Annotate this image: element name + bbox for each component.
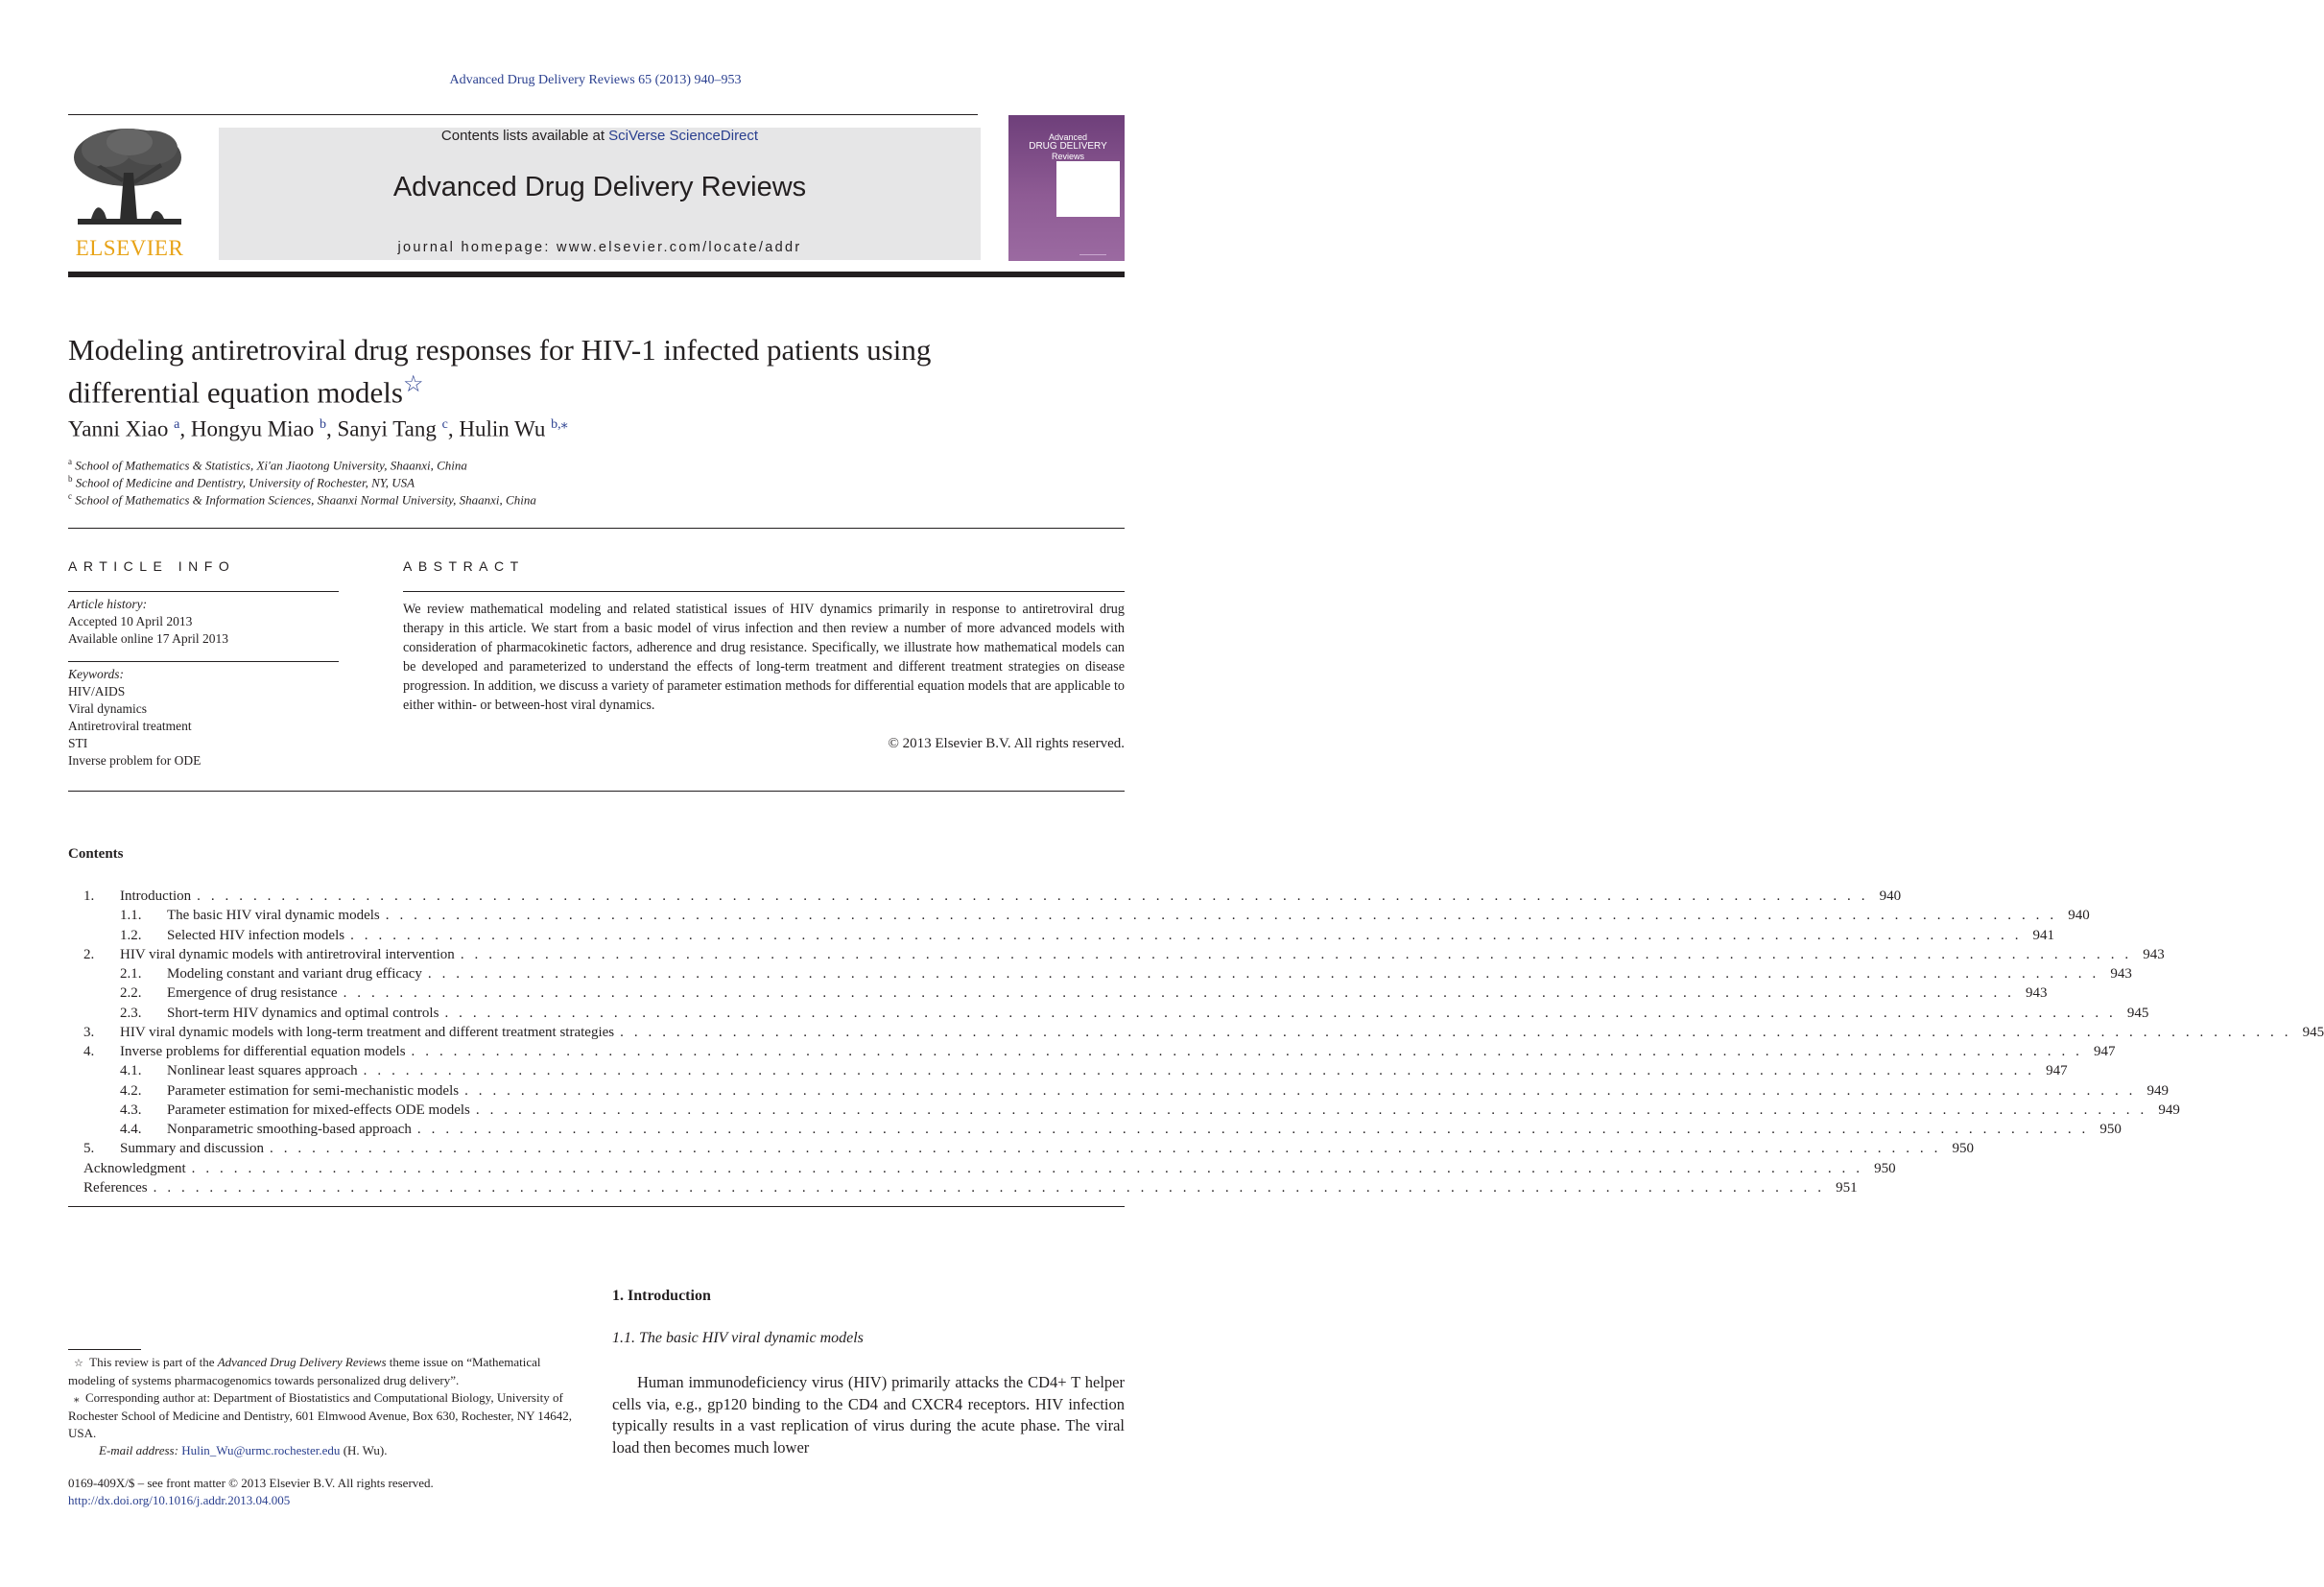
elsevier-wordmark: ELSEVIER bbox=[75, 236, 184, 260]
toc-entry[interactable] bbox=[83, 926, 2055, 945]
accepted-date: Accepted 10 April 2013 bbox=[68, 614, 193, 628]
affiliation bbox=[68, 474, 415, 490]
title-footnote-star-icon[interactable]: ☆ bbox=[402, 372, 424, 397]
author-affiliation-mark[interactable]: a bbox=[174, 417, 180, 432]
footnotes bbox=[68, 1354, 581, 1459]
toc-entry-page[interactable]: 945 bbox=[2126, 1005, 2149, 1021]
journal-reference[interactable]: Advanced Drug Delivery Reviews 65 (2013) 940–953 bbox=[449, 73, 742, 87]
toc-entry[interactable] bbox=[83, 964, 2132, 983]
footnote-text: This review is part of the bbox=[89, 1355, 218, 1369]
toc-entry-label[interactable]: Introduction bbox=[120, 888, 192, 904]
toc-entry[interactable] bbox=[83, 1023, 2324, 1042]
keywords-label: Keywords: bbox=[68, 667, 124, 681]
toc-leader-dots: . . . . . . . . . . . . . . . . . . . . . . . . . . . . . . . . . . . . . . . . . . . . . . . . . . . . . . . . . . . . . . . . . . . . . . . . . . . . . . . . . . . . . . . . . . . . . . . . . . . . . . . . . . . . . . . . . . . . . . . bbox=[153, 1179, 1825, 1196]
introduction-paragraph: Human immunodeficiency virus (HIV) primarily attacks the CD4+ T helper cells via, e.g., gp120 binding to the CD4 and CXCR4 receptors. HIV infection typically results in a vast replication of virus during the acute phase. The viral load then becomes much lower bbox=[612, 1373, 1125, 1457]
table-of-contents bbox=[83, 887, 2324, 1197]
front-matter bbox=[68, 1475, 434, 1509]
author-name[interactable]: Hongyu Miao bbox=[190, 416, 315, 441]
header-top-rule bbox=[68, 114, 978, 115]
toc-entry-label[interactable]: Parameter estimation for mixed-effects ODE models bbox=[167, 1101, 470, 1118]
journal-cover-thumbnail[interactable] bbox=[1008, 115, 1125, 261]
toc-entry-label[interactable]: Inverse problems for differential equation models bbox=[120, 1044, 406, 1059]
article-title-text: Modeling antiretroviral drug responses for HIV-1 infected patients using differential equation models bbox=[68, 333, 932, 410]
author-affiliation-mark[interactable]: b,⁎ bbox=[551, 417, 568, 432]
author-name[interactable]: Hulin Wu bbox=[459, 416, 546, 441]
toc-entry-label[interactable]: HIV viral dynamic models with antiretroviral intervention bbox=[120, 946, 455, 962]
article-info-rule bbox=[68, 661, 339, 662]
toc-entry-number: 4.4. bbox=[120, 1122, 142, 1137]
toc-entry-number: 2.3. bbox=[120, 1005, 142, 1021]
toc-entry-page[interactable]: 950 bbox=[1874, 1160, 1896, 1176]
footnote-corresponding bbox=[68, 1389, 581, 1442]
toc-entry[interactable] bbox=[83, 1061, 2068, 1080]
section-rule bbox=[68, 528, 1125, 529]
toc-leader-dots: . . . . . . . . . . . . . . . . . . . . . . . . . . . . . . . . . . . . . . . . . . . . . . . . . . . . . . . . . . . . . . . . . . . . . . . . . . . . . . . . . . . . . . . . . . . . . . . . . . . . . . . . . . . . . . . . . . . . . . . bbox=[385, 908, 2057, 924]
subsection-heading: 1.1. The basic HIV viral dynamic models bbox=[612, 1330, 864, 1346]
toc-entry-page[interactable]: 943 bbox=[2110, 966, 2132, 982]
toc-leader-dots: . . . . . . . . . . . . . . . . . . . . . . . . . . . . . . . . . . . . . . . . . . . . . . . . . . . . . . . . . . . . . . . . . . . . . . . . . . . . . . . . . . . . . . . . . . . . . . . . . . . . . . . . . . . . . . . . . . . . . . . bbox=[444, 1005, 2117, 1021]
footnote-email bbox=[68, 1442, 581, 1459]
toc-entry-page[interactable]: 950 bbox=[1952, 1141, 1974, 1157]
toc-entry-number: 4. bbox=[83, 1044, 95, 1059]
cover-title-line: Reviews bbox=[1051, 152, 1084, 161]
abstract-copyright: © 2013 Elsevier B.V. All rights reserved. bbox=[888, 736, 1125, 751]
toc-entry-label[interactable]: Nonparametric smoothing-based approach bbox=[167, 1122, 412, 1137]
affiliation-mark: a bbox=[68, 457, 72, 466]
toc-entry-label[interactable]: Nonlinear least squares approach bbox=[167, 1063, 358, 1079]
toc-entry[interactable] bbox=[83, 1101, 2180, 1120]
toc-entry[interactable] bbox=[83, 906, 2090, 925]
toc-entry-label[interactable]: Short-term HIV dynamics and optimal controls bbox=[167, 1005, 439, 1021]
section-rule bbox=[68, 791, 1125, 792]
toc-leader-dots: . . . . . . . . . . . . . . . . . . . . . . . . . . . . . . . . . . . . . . . . . . . . . . . . . . . . . . . . . . . . . . . . . . . . . . . . . . . . . . . . . . . . . . . . . . . . . . . . . . . . . . . . . . . . . . . . . . . . . . . bbox=[475, 1101, 2147, 1118]
author-name[interactable]: Yanni Xiao bbox=[68, 416, 169, 441]
toc-entry-label[interactable]: Modeling constant and variant drug efficacy bbox=[167, 966, 422, 982]
abstract-rule bbox=[403, 591, 1125, 592]
footnote-rule bbox=[68, 1349, 141, 1350]
toc-entry[interactable] bbox=[83, 1120, 2122, 1139]
contents-availability bbox=[219, 128, 981, 144]
footnote-star bbox=[68, 1354, 581, 1389]
toc-entry-page[interactable]: 951 bbox=[1836, 1179, 1858, 1196]
keyword: Antiretroviral treatment bbox=[68, 719, 192, 733]
journal-homepage[interactable]: journal homepage: www.elsevier.com/locate/addr bbox=[397, 240, 802, 255]
toc-entry-page[interactable]: 945 bbox=[2302, 1024, 2324, 1040]
contents-heading: Contents bbox=[68, 846, 124, 862]
header-thick-rule bbox=[68, 272, 1125, 277]
toc-entry-label[interactable]: References bbox=[83, 1179, 148, 1196]
sciencedirect-link[interactable]: SciVerse ScienceDirect bbox=[608, 128, 759, 144]
toc-entry[interactable] bbox=[83, 1004, 2149, 1023]
footnote-text: Corresponding author at: Department of Biostatistics and Computational Biology, University of Rochester School of Medicine and Dentistry, 601 Elmwood Avenue, Box 630, Rochester, NY 14642, USA. bbox=[68, 1390, 573, 1440]
toc-entry-page[interactable]: 943 bbox=[2143, 946, 2165, 962]
toc-leader-dots: . . . . . . . . . . . . . . . . . . . . . . . . . . . . . . . . . . . . . . . . . . . . . . . . . . . . . . . . . . . . . . . . . . . . . . . . . . . . . . . . . . . . . . . . . . . . . . . . . . . . . . . . . . . . . . . . . . . . . . . bbox=[270, 1141, 1941, 1157]
toc-entry-number: 4.2. bbox=[120, 1082, 142, 1099]
toc-entry-page[interactable]: 947 bbox=[2094, 1044, 2116, 1059]
keyword: STI bbox=[68, 736, 88, 750]
toc-entry[interactable] bbox=[83, 945, 2165, 964]
abstract-text: We review mathematical modeling and related statistical issues of HIV dynamics primarily in response to antiretroviral drug therapy in this article. We start from a basic model of virus infection and then review a number of more advanced models with consideration of pharmacokinetic factors, adherence and drug resistance. Specifically, we illustrate how mathematical models can be developed and parameterized to understand the effects of long-term treatment and different treatment strategies on disease progression. In addition, we discuss a variety of parameter estimation methods for differential equation models that are applicable to either within- or between-host viral dynamics. bbox=[403, 602, 1125, 713]
cover-title-line: DRUG DELIVERY bbox=[1029, 141, 1107, 152]
available-online-date: Available online 17 April 2013 bbox=[68, 631, 228, 646]
toc-entry-label[interactable]: Summary and discussion bbox=[120, 1141, 264, 1157]
affiliation-text: School of Mathematics & Information Sciences, Shaanxi Normal University, Shaanxi, China bbox=[75, 492, 536, 508]
article-title bbox=[68, 332, 1028, 410]
toc-entry-label[interactable]: Emergence of drug resistance bbox=[167, 985, 338, 1002]
journal-title: Advanced Drug Delivery Reviews bbox=[392, 172, 807, 202]
article-info-rule bbox=[68, 591, 339, 592]
article-info-heading: ARTICLE INFO bbox=[68, 558, 236, 574]
cover-image-box bbox=[1056, 161, 1120, 217]
toc-entry-label[interactable]: Parameter estimation for semi-mechanistic models bbox=[167, 1082, 460, 1099]
toc-leader-dots: . . . . . . . . . . . . . . . . . . . . . . . . . . . . . . . . . . . . . . . . . . . . . . . . . . . . . . . . . . . . . . . . . . . . . . . . . . . . . . . . . . . . . . . . . . . . . . . . . . . . . . . . . . . . . . . . . . . . . . . bbox=[464, 1082, 2137, 1099]
elsevier-logo bbox=[68, 125, 191, 261]
toc-leader-dots: . . . . . . . . . . . . . . . . . . . . . . . . . . . . . . . . . . . . . . . . . . . . . . . . . . . . . . . . . . . . . . . . . . . . . . . . . . . . . . . . . . . . . . . . . . . . . . . . . . . . . . . . . . . . . . . . . . . . . . . bbox=[427, 966, 2099, 982]
keyword: HIV/AIDS bbox=[68, 684, 126, 699]
toc-leader-dots: . . . . . . . . . . . . . . . . . . . . . . . . . . . . . . . . . . . . . . . . . . . . . . . . . . . . . . . . . . . . . . . . . . . . . . . . . . . . . . . . . . . . . . . . . . . . . . . . . . . . . . . . . . . . . . . . . . . . . . . bbox=[343, 985, 2015, 1002]
cover-title bbox=[1014, 132, 1122, 161]
author-affiliation-mark[interactable]: b bbox=[320, 417, 327, 432]
toc-entry-page[interactable]: 949 bbox=[2146, 1082, 2170, 1099]
toc-entry-label[interactable]: Selected HIV infection models bbox=[167, 927, 345, 943]
footnote-star-icon: ☆ bbox=[74, 1358, 83, 1369]
author-list: Yanni Xiao $^a$, Hongyu Miao $^b$, Sanyi Tang $^c$, Hulin Wu $^{b,⁎}$ bbox=[68, 416, 568, 441]
toc-entry-page[interactable]: 950 bbox=[2099, 1122, 2122, 1137]
affiliation-text: School of Mathematics & Statistics, Xi'an Jiaotong University, Shaanxi, China bbox=[75, 458, 467, 473]
author-affiliation-mark[interactable]: c bbox=[441, 417, 448, 432]
section-rule bbox=[68, 1206, 1125, 1207]
toc-entry-page[interactable]: 941 bbox=[2032, 927, 2055, 943]
email-owner: (H. Wu). bbox=[340, 1443, 388, 1457]
toc-entry-page[interactable]: 940 bbox=[2068, 908, 2090, 924]
toc-entry[interactable] bbox=[83, 1042, 2116, 1061]
toc-leader-dots: . . . . . . . . . . . . . . . . . . . . . . . . . . . . . . . . . . . . . . . . . . . . . . . . . . . . . . . . . . . . . . . . . . . . . . . . . . . . . . . . . . . . . . . . . . . . . . . . . . . . . . . . . . . . . . . . . . . . . . . bbox=[416, 1122, 2089, 1137]
article-history bbox=[68, 596, 228, 648]
issn-line: 0169-409X/$ – see front matter © 2013 Elsevier B.V. All rights reserved. bbox=[68, 1476, 434, 1490]
section-heading: 1. Introduction bbox=[612, 1288, 711, 1304]
toc-entry-number: 1. bbox=[83, 888, 95, 904]
toc-leader-dots: . . . . . . . . . . . . . . . . . . . . . . . . . . . . . . . . . . . . . . . . . . . . . . . . . . . . . . . . . . . . . . . . . . . . . . . . . . . . . . . . . . . . . . . . . . . . . . . . . . . . . . . . . . . . . . . . . . . . . . . bbox=[197, 888, 1869, 904]
toc-entry-label[interactable]: HIV viral dynamic models with long-term treatment and different treatment strategies bbox=[120, 1024, 615, 1040]
toc-entry-number: 1.2. bbox=[120, 927, 142, 943]
toc-entry-label[interactable]: The basic HIV viral dynamic models bbox=[167, 908, 380, 924]
toc-leader-dots: . . . . . . . . . . . . . . . . . . . . . . . . . . . . . . . . . . . . . . . . . . . . . . . . . . . . . . . . . . . . . . . . . . . . . . . . . . . . . . . . . . . . . . . . . . . . . . . . . . . . . . . . . . . . . . . . . . . . . . . bbox=[411, 1044, 2083, 1059]
toc-entry-page[interactable]: 947 bbox=[2046, 1063, 2068, 1079]
toc-entry-number: 4.3. bbox=[120, 1101, 142, 1118]
toc-leader-dots: . . . . . . . . . . . . . . . . . . . . . . . . . . . . . . . . . . . . . . . . . . . . . . . . . . . . . . . . . . . . . . . . . . . . . . . . . . . . . . . . . . . . . . . . . . . . . . . . . . . . . . . . . . . . . . . . . . . . . . . bbox=[620, 1024, 2292, 1040]
elsevier-tree-icon bbox=[68, 125, 191, 232]
keyword: Inverse problem for ODE bbox=[68, 753, 202, 768]
affiliation-mark: c bbox=[68, 491, 72, 501]
keyword: Viral dynamics bbox=[68, 701, 148, 716]
toc-entry-page[interactable]: 943 bbox=[2026, 985, 2048, 1002]
toc-leader-dots: . . . . . . . . . . . . . . . . . . . . . . . . . . . . . . . . . . . . . . . . . . . . . . . . . . . . . . . . . . . . . . . . . . . . . . . . . . . . . . . . . . . . . . . . . . . . . . . . . . . . . . . . . . . . . . . . . . . . . . . bbox=[191, 1160, 1863, 1176]
toc-entry-number: 2.2. bbox=[120, 985, 142, 1002]
corresponding-author-icon: ⁎ bbox=[74, 1393, 80, 1405]
doi-link[interactable]: http://dx.doi.org/10.1016/j.addr.2013.04.005 bbox=[68, 1493, 291, 1507]
toc-entry[interactable] bbox=[83, 983, 2048, 1003]
email-label: E-mail address: bbox=[99, 1443, 182, 1457]
history-label: Article history: bbox=[68, 597, 148, 611]
author-name[interactable]: Sanyi Tang bbox=[337, 416, 437, 441]
toc-entry-page[interactable]: 940 bbox=[1879, 888, 1902, 904]
footnote-text: theme issue on “Mathematical modeling of systems pharmacogenomics towards personalized drug delivery”. bbox=[68, 1355, 541, 1387]
author-email-link[interactable]: Hulin_Wu@urmc.rochester.edu bbox=[181, 1443, 341, 1457]
toc-entry[interactable] bbox=[83, 1139, 1974, 1158]
toc-entry[interactable] bbox=[83, 1178, 1858, 1197]
toc-entry[interactable] bbox=[83, 887, 1902, 906]
toc-entry-label[interactable]: Acknowledgment bbox=[83, 1160, 186, 1176]
cover-decoration bbox=[1079, 254, 1106, 255]
contents-prefix: Contents lists available at bbox=[440, 128, 609, 144]
affiliation bbox=[68, 491, 536, 508]
toc-entry-number: 3. bbox=[83, 1024, 95, 1040]
toc-entry[interactable] bbox=[83, 1081, 2170, 1101]
toc-entry-page[interactable]: 949 bbox=[2158, 1101, 2180, 1118]
affiliation-text: School of Medicine and Dentistry, University of Rochester, NY, USA bbox=[75, 475, 415, 490]
affiliation-mark: b bbox=[68, 474, 73, 484]
keywords bbox=[68, 666, 201, 770]
toc-leader-dots: . . . . . . . . . . . . . . . . . . . . . . . . . . . . . . . . . . . . . . . . . . . . . . . . . . . . . . . . . . . . . . . . . . . . . . . . . . . . . . . . . . . . . . . . . . . . . . . . . . . . . . . . . . . . . . . . . . . . . . . bbox=[363, 1063, 2035, 1079]
abstract-heading: ABSTRACT bbox=[403, 558, 525, 574]
toc-entry-number: 4.1. bbox=[120, 1063, 142, 1079]
footnote-journal: Advanced Drug Delivery Reviews bbox=[217, 1355, 387, 1369]
toc-entry-number: 2. bbox=[83, 946, 95, 962]
cover-title-line: Advanced bbox=[1048, 132, 1088, 142]
journal-banner bbox=[219, 128, 981, 260]
toc-entry-number: 2.1. bbox=[120, 966, 142, 982]
toc-entry-number: 5. bbox=[83, 1141, 95, 1157]
toc-leader-dots: . . . . . . . . . . . . . . . . . . . . . . . . . . . . . . . . . . . . . . . . . . . . . . . . . . . . . . . . . . . . . . . . . . . . . . . . . . . . . . . . . . . . . . . . . . . . . . . . . . . . . . . . . . . . . . . . . . . . . . . bbox=[350, 927, 2023, 943]
toc-entry-number: 1.1. bbox=[120, 908, 142, 924]
affiliation bbox=[68, 457, 467, 473]
toc-leader-dots: . . . . . . . . . . . . . . . . . . . . . . . . . . . . . . . . . . . . . . . . . . . . . . . . . . . . . . . . . . . . . . . . . . . . . . . . . . . . . . . . . . . . . . . . . . . . . . . . . . . . . . . . . . . . . . . . . . . . . . . bbox=[460, 946, 2132, 962]
toc-entry[interactable] bbox=[83, 1159, 1896, 1178]
